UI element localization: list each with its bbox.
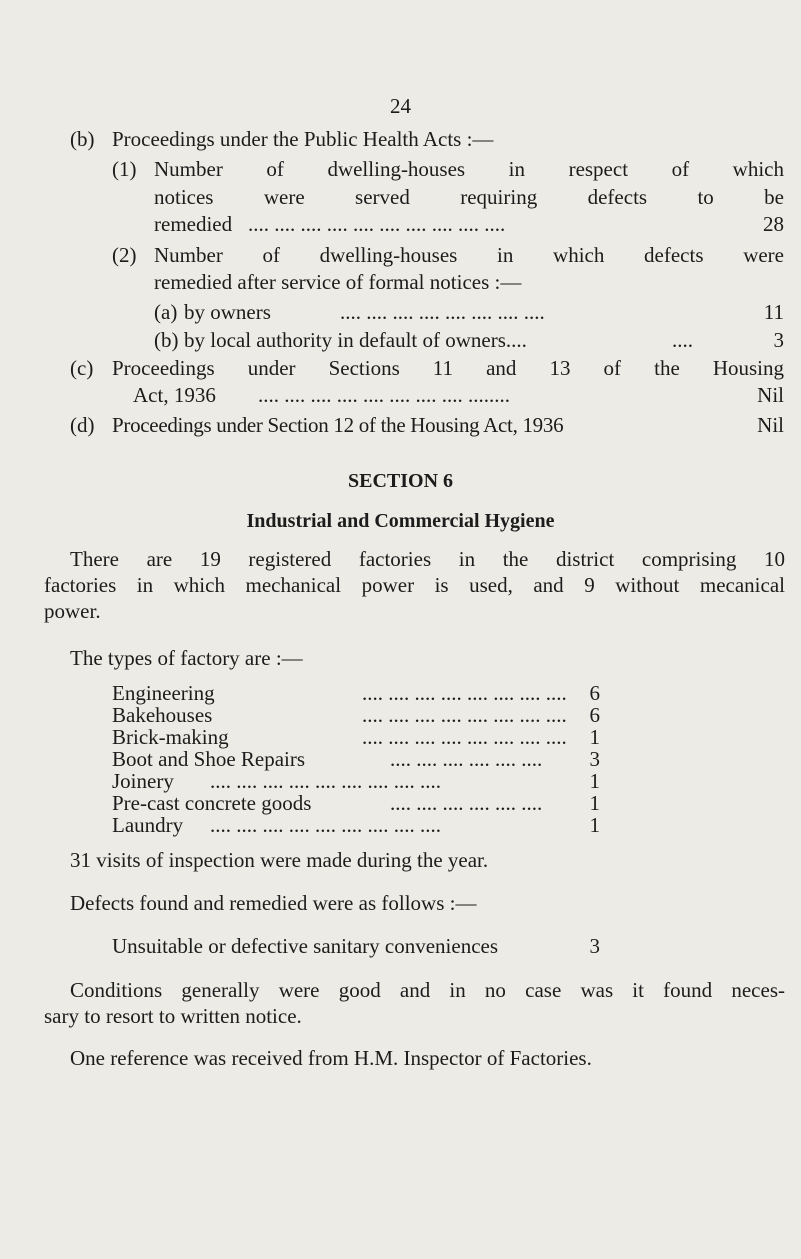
proceedings-d-value: Nil — [757, 413, 784, 437]
defect-item: Unsuitable or defective sanitary conveniences — [112, 934, 499, 958]
defect-count: 3 — [589, 934, 600, 958]
item2a-dot-leader: .... .... .... .... .... .... .... .... — [340, 300, 545, 324]
factory-type-count: 1 — [589, 769, 600, 793]
proceedings-c-line1: Proceedings under Sections 11 and 13 of the Housing — [112, 356, 784, 380]
factories-para-line2: factories in which mechanical power is used, and 9 without mecanical — [44, 573, 785, 597]
factory-type-count: 1 — [589, 813, 600, 837]
item2-number: (2) — [112, 243, 137, 267]
item1-value: 28 — [763, 212, 784, 236]
conditions-line1: Conditions generally were good and in no case was it found neces- — [70, 978, 785, 1002]
factory-type-count: 1 — [589, 725, 600, 749]
factory-type-name: Brick-making — [112, 725, 229, 749]
section-heading: SECTION 6 — [347, 470, 454, 492]
item1-line1: Number of dwelling-houses in respect of which — [154, 157, 784, 181]
item2b-value: 3 — [773, 328, 784, 352]
factory-type-dot-leader: .... .... .... .... .... .... .... .... — [362, 703, 567, 727]
proceedings-c-dot-leader: .... .... .... .... .... .... .... .... ........ — [258, 383, 510, 407]
item2a-value: 11 — [763, 300, 784, 324]
factory-type-dot-leader: .... .... .... .... .... .... — [390, 791, 543, 815]
factory-type-count: 6 — [589, 681, 600, 705]
proceedings-d-label: (d) — [70, 413, 95, 437]
reference-text: One reference was received from H.M. Inspector of Factories. — [70, 1046, 592, 1070]
factory-type-name: Pre-cast concrete goods — [112, 791, 312, 815]
factories-para-line3: power. — [44, 599, 101, 623]
factory-type-count: 1 — [589, 791, 600, 815]
factory-type-dot-leader: .... .... .... .... .... .... .... .... .... — [210, 813, 441, 837]
types-intro: The types of factory are :— — [70, 646, 303, 670]
factory-type-dot-leader: .... .... .... .... .... .... — [390, 747, 543, 771]
factory-type-count: 6 — [589, 703, 600, 727]
item2-line1: Number of dwelling-houses in which defects were — [154, 243, 784, 267]
proceedings-c-value: Nil — [757, 383, 784, 407]
defects-intro: Defects found and remedied were as follows :— — [70, 891, 477, 915]
item2b-label: (b) — [154, 328, 179, 352]
visits-text: 31 visits of inspection were made during the year. — [70, 848, 489, 872]
item2-line2: remedied after service of formal notices :— — [154, 270, 522, 294]
factory-type-dot-leader: .... .... .... .... .... .... .... .... — [362, 681, 567, 705]
factory-type-name: Laundry — [112, 813, 184, 837]
factory-type-name: Joinery — [112, 769, 174, 793]
factory-type-dot-leader: .... .... .... .... .... .... .... .... — [362, 725, 567, 749]
item2a-text: by owners — [184, 300, 271, 324]
page-number: 24 — [390, 94, 411, 118]
item1-number: (1) — [112, 157, 137, 181]
factory-type-name: Boot and Shoe Repairs — [112, 747, 306, 771]
proceedings-c-label: (c) — [70, 356, 94, 380]
factory-type-count: 3 — [589, 747, 600, 771]
item2b-text: by local authority in default of owners.... — [184, 328, 527, 352]
proceedings-c-line2: Act, 1936 — [133, 383, 216, 407]
item1-line2: notices were served requiring defects to be — [154, 185, 784, 209]
conditions-line2: sary to resort to written notice. — [44, 1004, 302, 1028]
item1-dot-leader: .... .... .... .... .... .... .... .... .... .... — [248, 212, 506, 236]
proceedings-d-text: Proceedings under Section 12 of the Housing Act, 1936 — [112, 413, 564, 437]
section-subheading: Industrial and Commercial Hygiene — [246, 510, 555, 532]
item2a-label: (a) — [154, 300, 178, 324]
factory-type-name: Engineering — [112, 681, 215, 705]
factory-type-name: Bakehouses — [112, 703, 213, 727]
item1-line3: remedied — [154, 212, 233, 236]
item2b-dot-leader: .... — [672, 328, 693, 352]
factory-type-dot-leader: .... .... .... .... .... .... .... .... .... — [210, 769, 441, 793]
factories-para-line1: There are 19 registered factories in the district comprising 10 — [70, 547, 785, 571]
proceedings-b-title: Proceedings under the Public Health Acts :— — [112, 127, 494, 151]
proceedings-b-label: (b) — [70, 127, 95, 151]
